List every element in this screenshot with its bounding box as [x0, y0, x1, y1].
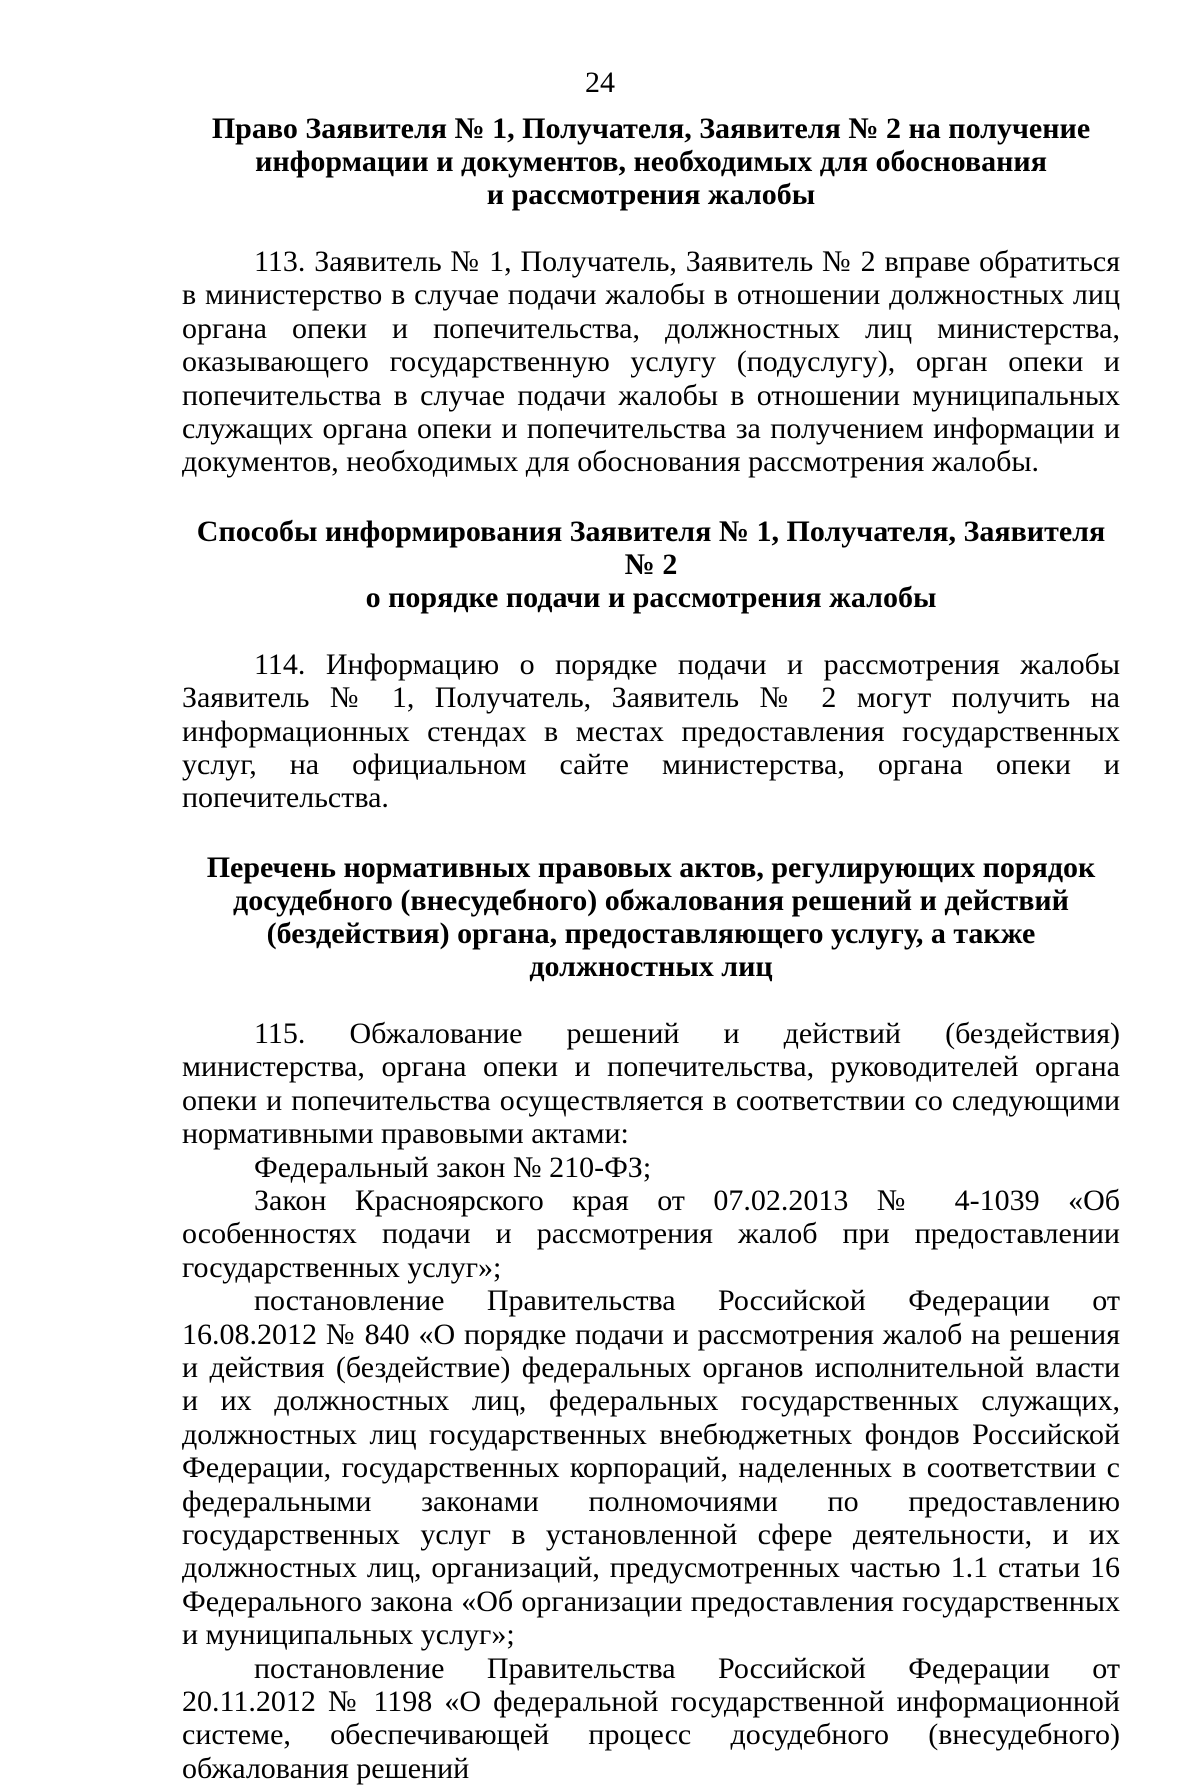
heading-line: о порядке подачи и рассмотрения жалобы [365, 580, 937, 614]
section-informing-methods [182, 515, 1120, 815]
section-heading [182, 515, 1120, 614]
legal-act-item: постановление Правительства Российской Федерации от 16.08.2012 № 840 «О порядке подачи и рассмотрения жалоб на решения и действия (бездействие) федеральных органов исполнительной власти и их должностных лиц, федеральных государственных служащих, должностных лиц государственных внебюджетных фондов Российской Федерации, государственных корпораций, наделенных в соответствии с федеральными законами полномочиями по предоставлению государственных услуг в установленной сфере деятельности, и их должностных лиц, организаций, предусмотренных частью 1.1 статьи 16 Федерального закона «Об организации предоставления государственных и муниципальных услуг»; [182, 1284, 1120, 1652]
page-number: 24 [585, 66, 615, 99]
paragraph-115: 115. Обжалование решений и действий (бездействия) министерства, органа опеки и попечительства, руководителей органа опеки и попечительства осуществляется в соответствии со следующими нормативными правовыми актами: [182, 1016, 1120, 1151]
heading-line: должностных лиц [529, 949, 773, 983]
heading-line: информации и документов, необходимых для обоснования [255, 145, 1047, 178]
document-body [182, 112, 1120, 1785]
section-legal-acts-list [182, 851, 1120, 1785]
legal-act-item: Закон Красноярского края от 07.02.2013 № 4-1039 «Об особенностях подачи и рассмотрения жалоб при предоставлении государственных услуг»; [182, 1183, 1120, 1284]
paragraph-114: 114. Информацию о порядке подачи и рассмотрения жалобы Заявитель № 1, Получатель, Заявитель № 2 могут получить на информационных стендах в местах предоставления государственных услуг, на официальном сайте министерства, органа опеки и попечительства. [182, 647, 1120, 815]
heading-line: Право Заявителя № 1, Получателя, Заявителя № 2 на получение [211, 112, 1091, 145]
heading-line: и рассмотрения жалобы [486, 178, 816, 211]
paragraph-113: 113. Заявитель № 1, Получатель, Заявитель № 2 вправе обратиться в министерство в случае подачи жалобы в отношении должностных лиц органа опеки и попечительства, должностных лиц министерства, оказывающего государственную услугу (подуслугу), орган опеки и попечительства в случае подачи жалобы в отношении муниципальных служащих органа опеки и попечительства за получением информации и документов, необходимых для обоснования рассмотрения жалобы. [182, 245, 1120, 479]
heading-line: Перечень нормативных правовых актов, регулирующих порядок [206, 850, 1096, 884]
section-heading [182, 112, 1120, 211]
heading-line: досудебного (внесудебного) обжалования решений и действий [233, 883, 1069, 917]
section-right-to-information [182, 112, 1120, 479]
heading-line: Способы информирования Заявителя № 1, Получателя, Заявителя № 2 [196, 514, 1106, 581]
section-heading [182, 851, 1120, 983]
heading-line: (бездействия) органа, предоставляющего услугу, а также [266, 916, 1036, 950]
legal-act-item: постановление Правительства Российской Федерации от 20.11.2012 № 1198 «О федеральной государственной информационной системе, обеспечивающей процесс досудебного (внесудебного) обжалования решений [182, 1651, 1120, 1785]
legal-act-item: Федеральный закон № 210-ФЗ; [254, 1150, 652, 1184]
